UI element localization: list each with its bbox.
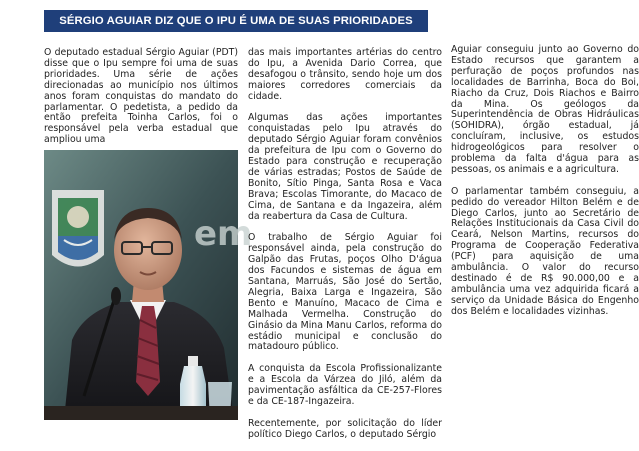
paragraph: O trabalho de Sérgio Aguiar foi responsável ainda, pela construção do Galpão das Frutas, poços Olho D'água dos Facundos e sistemas de água em Santana, Marruás, São José do Sertão, Alegria, Baixa Larga e Ingazeira, São Bento e Manuíno, Macaco de Cima e Malhada Vermelha. Construção do Ginásio da Mina Manu Carlos, reforma do estádio municipal e conclusão do matadouro público.: [248, 232, 442, 353]
paragraph: Aguiar conseguiu junto ao Governo do Estado recursos que garantem a perfuração de poços profundos nas localidades de Barrinha, Boca do Boi, Riacho da Cruz, Dois Riachos e Bairro da Mina. Os geólogos da Superintendência de Obras Hidráulicas (SOHIDRA), órgão estadual, já concluíram, inclusive, os estudos hidrogeológicos para resolver o problema da falta d'água para as pessoas, os animais e a agricultura.: [451, 44, 639, 175]
photo-illustration: [44, 150, 253, 420]
podium: [44, 406, 238, 420]
paragraph: A conquista da Escola Profissionalizante e a Escola da Várzea do Jiló, além da pavimentação asfáltica da CE-257-Flores e da CE-187-Ingazeira.: [248, 363, 442, 407]
paragraph: das mais importantes artérias do centro do Ipu, a Avenida Dario Correa, que desafogou o trânsito, sendo hoje um dos maiores corredores comerciais da cidade.: [248, 47, 442, 102]
paragraph: Algumas das ações importantes conquistadas pelo Ipu através do deputado Sérgio Aguiar foram convênios da prefeitura de Ipu com o Governo do Estado para construção e recuperação de várias estradas; Postos de Saúde de Bonito, Sítio Pinga, Santa Rosa e Vaca Brava; Escolas Timorante, do Macaco de Cima, de Santana e da Ingazeira, além da reabertura da Casa de Cultura.: [248, 112, 442, 222]
article-column-3: [451, 45, 639, 329]
article-headline: SÉRGIO AGUIAR DIZ QUE O IPU É UMA DE SUAS PRIORIDADES: [44, 10, 428, 32]
backdrop-lettering: em: [194, 214, 253, 254]
article-column-2: [248, 48, 442, 451]
photo-deputy-speaking: [44, 150, 253, 420]
emblem-backdrop: [52, 190, 104, 267]
paragraph: Recentemente, por solicitação do líder político Diego Carlos, o deputado Sérgio: [248, 417, 442, 440]
paragraph: O parlamentar também conseguiu, a pedido do vereador Hilton Belém e de Diego Carlos, junto ao Secretário de Relações Institucionais da Casa Civil do Ceará, Nelson Martins, recursos do Programa de Cooperação Federativa (PCF) para aquisição de uma ambulância. O valor do recurso destinado é de R$ 90.000,00 e a ambulância uma vez adquirida ficará a serviço da Unidade Básica do Engenho dos Belém e localidades vizinhas.: [451, 185, 639, 317]
article-column-1: [44, 48, 238, 157]
paragraph: O deputado estadual Sérgio Aguiar (PDT) disse que o Ipu sempre foi uma de suas prioridades. Uma série de ações direcionadas ao município nos últimos anos foram conquistas do mandato do parlamentar. O pedetista, a pedido da então prefeita Toinha Carlos, foi o responsável pela verba estadual que ampliou uma: [44, 47, 238, 146]
